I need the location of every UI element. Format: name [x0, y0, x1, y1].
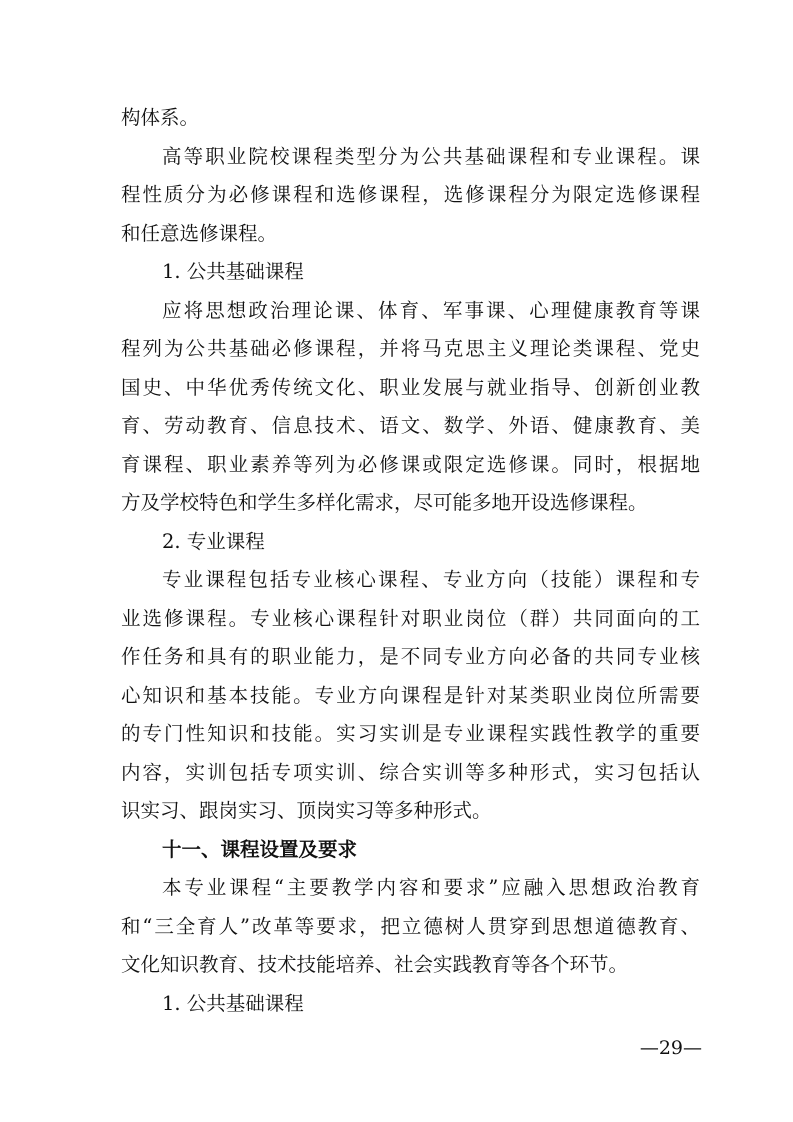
text-line: 作任务和具有的职业能力，是不同专业方向必备的共同专业核	[121, 645, 700, 668]
text-line: 文化知识教育、技术技能培养、社会实践教育等各个环节。	[121, 953, 629, 976]
text-line: 1. 公共基础课程	[162, 260, 304, 283]
text-line: 心知识和基本技能。专业方向课程是针对某类职业岗位所需要	[121, 683, 700, 707]
text-line: 育、劳动教育、信息技术、语文、数学、外语、健康教育、美	[121, 414, 700, 437]
text-line: 育课程、职业素养等列为必修课或限定选修课。同时，根据地	[121, 452, 700, 476]
text-line: 内容，实训包括专项实训、综合实训等多种形式，实习包括认	[121, 760, 700, 784]
text-line: 和任意选修课程。	[121, 221, 278, 245]
text-line: 识实习、跟岗实习、顶岗实习等多种形式。	[121, 799, 492, 822]
body-text	[121, 99, 700, 1023]
text-line: 的专门性知识和技能。实习实训是专业课程实践性教学的重要	[121, 722, 700, 745]
text-line: 应将思想政治理论课、体育、军事课、心理健康教育等课	[162, 298, 700, 322]
text-line: 1. 公共基础课程	[162, 991, 304, 1015]
text-line: 和“三全育人”改革等要求，把立德树人贯穿到思想道德教育、	[121, 914, 700, 938]
text-line: 业选修课程。专业核心课程针对职业岗位（群）共同面向的工	[121, 606, 700, 630]
text-line: 程性质分为必修课程和选修课程，选修课程分为限定选修课程	[121, 183, 700, 206]
text-line: 高等职业院校课程类型分为公共基础课程和专业课程。课	[162, 144, 700, 168]
page-number: —29—	[639, 1037, 702, 1059]
text-line: 方及学校特色和学生多样化需求，尽可能多地开设选修课程。	[121, 491, 648, 514]
section-heading: 十一、课程设置及要求	[162, 837, 358, 861]
text-line: 程列为公共基础必修课程，并将马克思主义理论类课程、党史	[121, 337, 700, 360]
text-line: 2. 专业课程	[162, 529, 265, 553]
text-line: 国史、中华优秀传统文化、职业发展与就业指导、创新创业教	[121, 375, 700, 399]
text-line: 本专业课程“主要教学内容和要求”应融入思想政治教育	[162, 876, 700, 899]
text-line: 构体系。	[121, 106, 200, 129]
text-line: 专业课程包括专业核心课程、专业方向（技能）课程和专	[162, 568, 700, 591]
